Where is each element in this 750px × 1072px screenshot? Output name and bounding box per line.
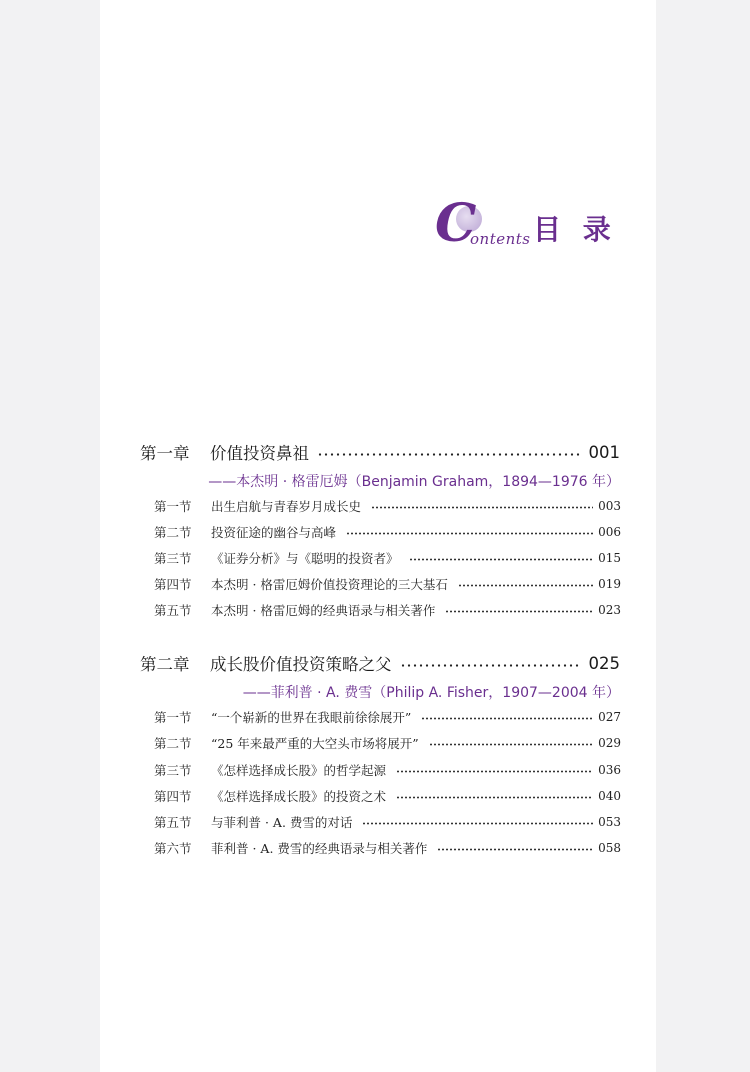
chapter-row[interactable] bbox=[140, 440, 620, 464]
book-page bbox=[100, 0, 656, 1072]
section-label: 第五节 bbox=[154, 603, 192, 618]
chapter-label: 第二章 bbox=[140, 655, 190, 674]
dot-leader bbox=[317, 453, 581, 456]
chapter-row[interactable] bbox=[140, 651, 620, 675]
section-row[interactable] bbox=[154, 786, 621, 806]
section-label: 第四节 bbox=[154, 577, 192, 592]
dot-leader bbox=[409, 558, 594, 561]
section-title: 本杰明 · 格雷厄姆价值投资理论的三大基石 bbox=[211, 577, 448, 592]
section-row[interactable] bbox=[154, 733, 621, 753]
section-title: 本杰明 · 格雷厄姆的经典语录与相关著作 bbox=[211, 603, 436, 618]
dot-leader bbox=[362, 822, 593, 825]
section-title: “一个崭新的世界在我眼前徐徐展开” bbox=[211, 710, 412, 725]
section-title: 出生启航与青春岁月成长史 bbox=[211, 499, 362, 514]
chapter-page-number: 025 bbox=[588, 653, 620, 673]
section-label: 第一节 bbox=[154, 710, 192, 725]
section-page-number: 040 bbox=[598, 789, 621, 803]
page-title: 目 录 bbox=[533, 213, 617, 246]
section-page-number: 029 bbox=[598, 736, 621, 750]
section-label: 第四节 bbox=[154, 789, 192, 804]
chapter-label: 第一章 bbox=[140, 444, 190, 463]
section-page-number: 006 bbox=[598, 525, 621, 539]
section-page-number: 019 bbox=[598, 577, 621, 591]
section-label: 第二节 bbox=[154, 736, 192, 751]
section-page-number: 003 bbox=[598, 499, 621, 513]
dot-leader bbox=[396, 796, 593, 799]
section-row[interactable] bbox=[154, 838, 621, 858]
dot-leader bbox=[421, 717, 593, 720]
section-row[interactable] bbox=[154, 522, 621, 542]
section-page-number: 023 bbox=[598, 603, 621, 617]
chapter-title: 价值投资鼻祖 bbox=[210, 444, 309, 463]
section-label: 第三节 bbox=[154, 551, 192, 566]
chapter-subtitle: ——本杰明 · 格雷厄姆（Benjamin Graham，1894—1976 年） bbox=[208, 474, 620, 490]
section-label: 第一节 bbox=[154, 499, 192, 514]
section-title: 与菲利普 · A. 费雪的对话 bbox=[211, 815, 353, 830]
dot-leader bbox=[445, 610, 593, 613]
dot-leader bbox=[396, 770, 593, 773]
chapter-page-number: 001 bbox=[588, 442, 620, 462]
logo-letter-c: C bbox=[435, 193, 477, 254]
section-row[interactable] bbox=[154, 548, 621, 568]
section-label: 第三节 bbox=[154, 763, 192, 778]
dot-leader bbox=[458, 584, 593, 587]
contents-header bbox=[435, 193, 636, 260]
section-label: 第五节 bbox=[154, 815, 192, 830]
section-page-number: 053 bbox=[598, 815, 621, 829]
section-row[interactable] bbox=[154, 574, 621, 594]
section-title: 菲利普 · A. 费雪的经典语录与相关著作 bbox=[211, 841, 428, 856]
section-title: “25 年来最严重的大空头市场将展开” bbox=[211, 736, 419, 751]
section-row[interactable] bbox=[154, 760, 621, 780]
section-row[interactable] bbox=[154, 600, 621, 620]
section-title: 《怎样选择成长股》的哲学起源 bbox=[211, 763, 387, 778]
section-title: 《证券分析》与《聪明的投资者》 bbox=[211, 551, 399, 566]
dot-leader bbox=[400, 664, 581, 667]
chapter-title: 成长股价值投资策略之父 bbox=[210, 655, 392, 674]
section-row[interactable] bbox=[154, 812, 621, 832]
section-label: 第六节 bbox=[154, 841, 192, 856]
section-page-number: 015 bbox=[598, 551, 621, 565]
section-title: 投资征途的幽谷与高峰 bbox=[211, 525, 337, 540]
section-page-number: 027 bbox=[598, 710, 621, 724]
section-page-number: 058 bbox=[598, 841, 621, 855]
dot-leader bbox=[437, 848, 593, 851]
dot-leader bbox=[371, 506, 593, 509]
logo-word-ontents: ontents bbox=[470, 230, 531, 248]
section-row[interactable] bbox=[154, 496, 621, 516]
section-label: 第二节 bbox=[154, 525, 192, 540]
dot-leader bbox=[429, 743, 593, 746]
dot-leader bbox=[346, 532, 593, 535]
section-title: 《怎样选择成长股》的投资之术 bbox=[211, 789, 387, 804]
chapter-subtitle: ——菲利普 · A. 费雪（Philip A. Fisher，1907—2004 年） bbox=[242, 685, 620, 701]
section-page-number: 036 bbox=[598, 763, 621, 777]
section-row[interactable] bbox=[154, 707, 621, 727]
